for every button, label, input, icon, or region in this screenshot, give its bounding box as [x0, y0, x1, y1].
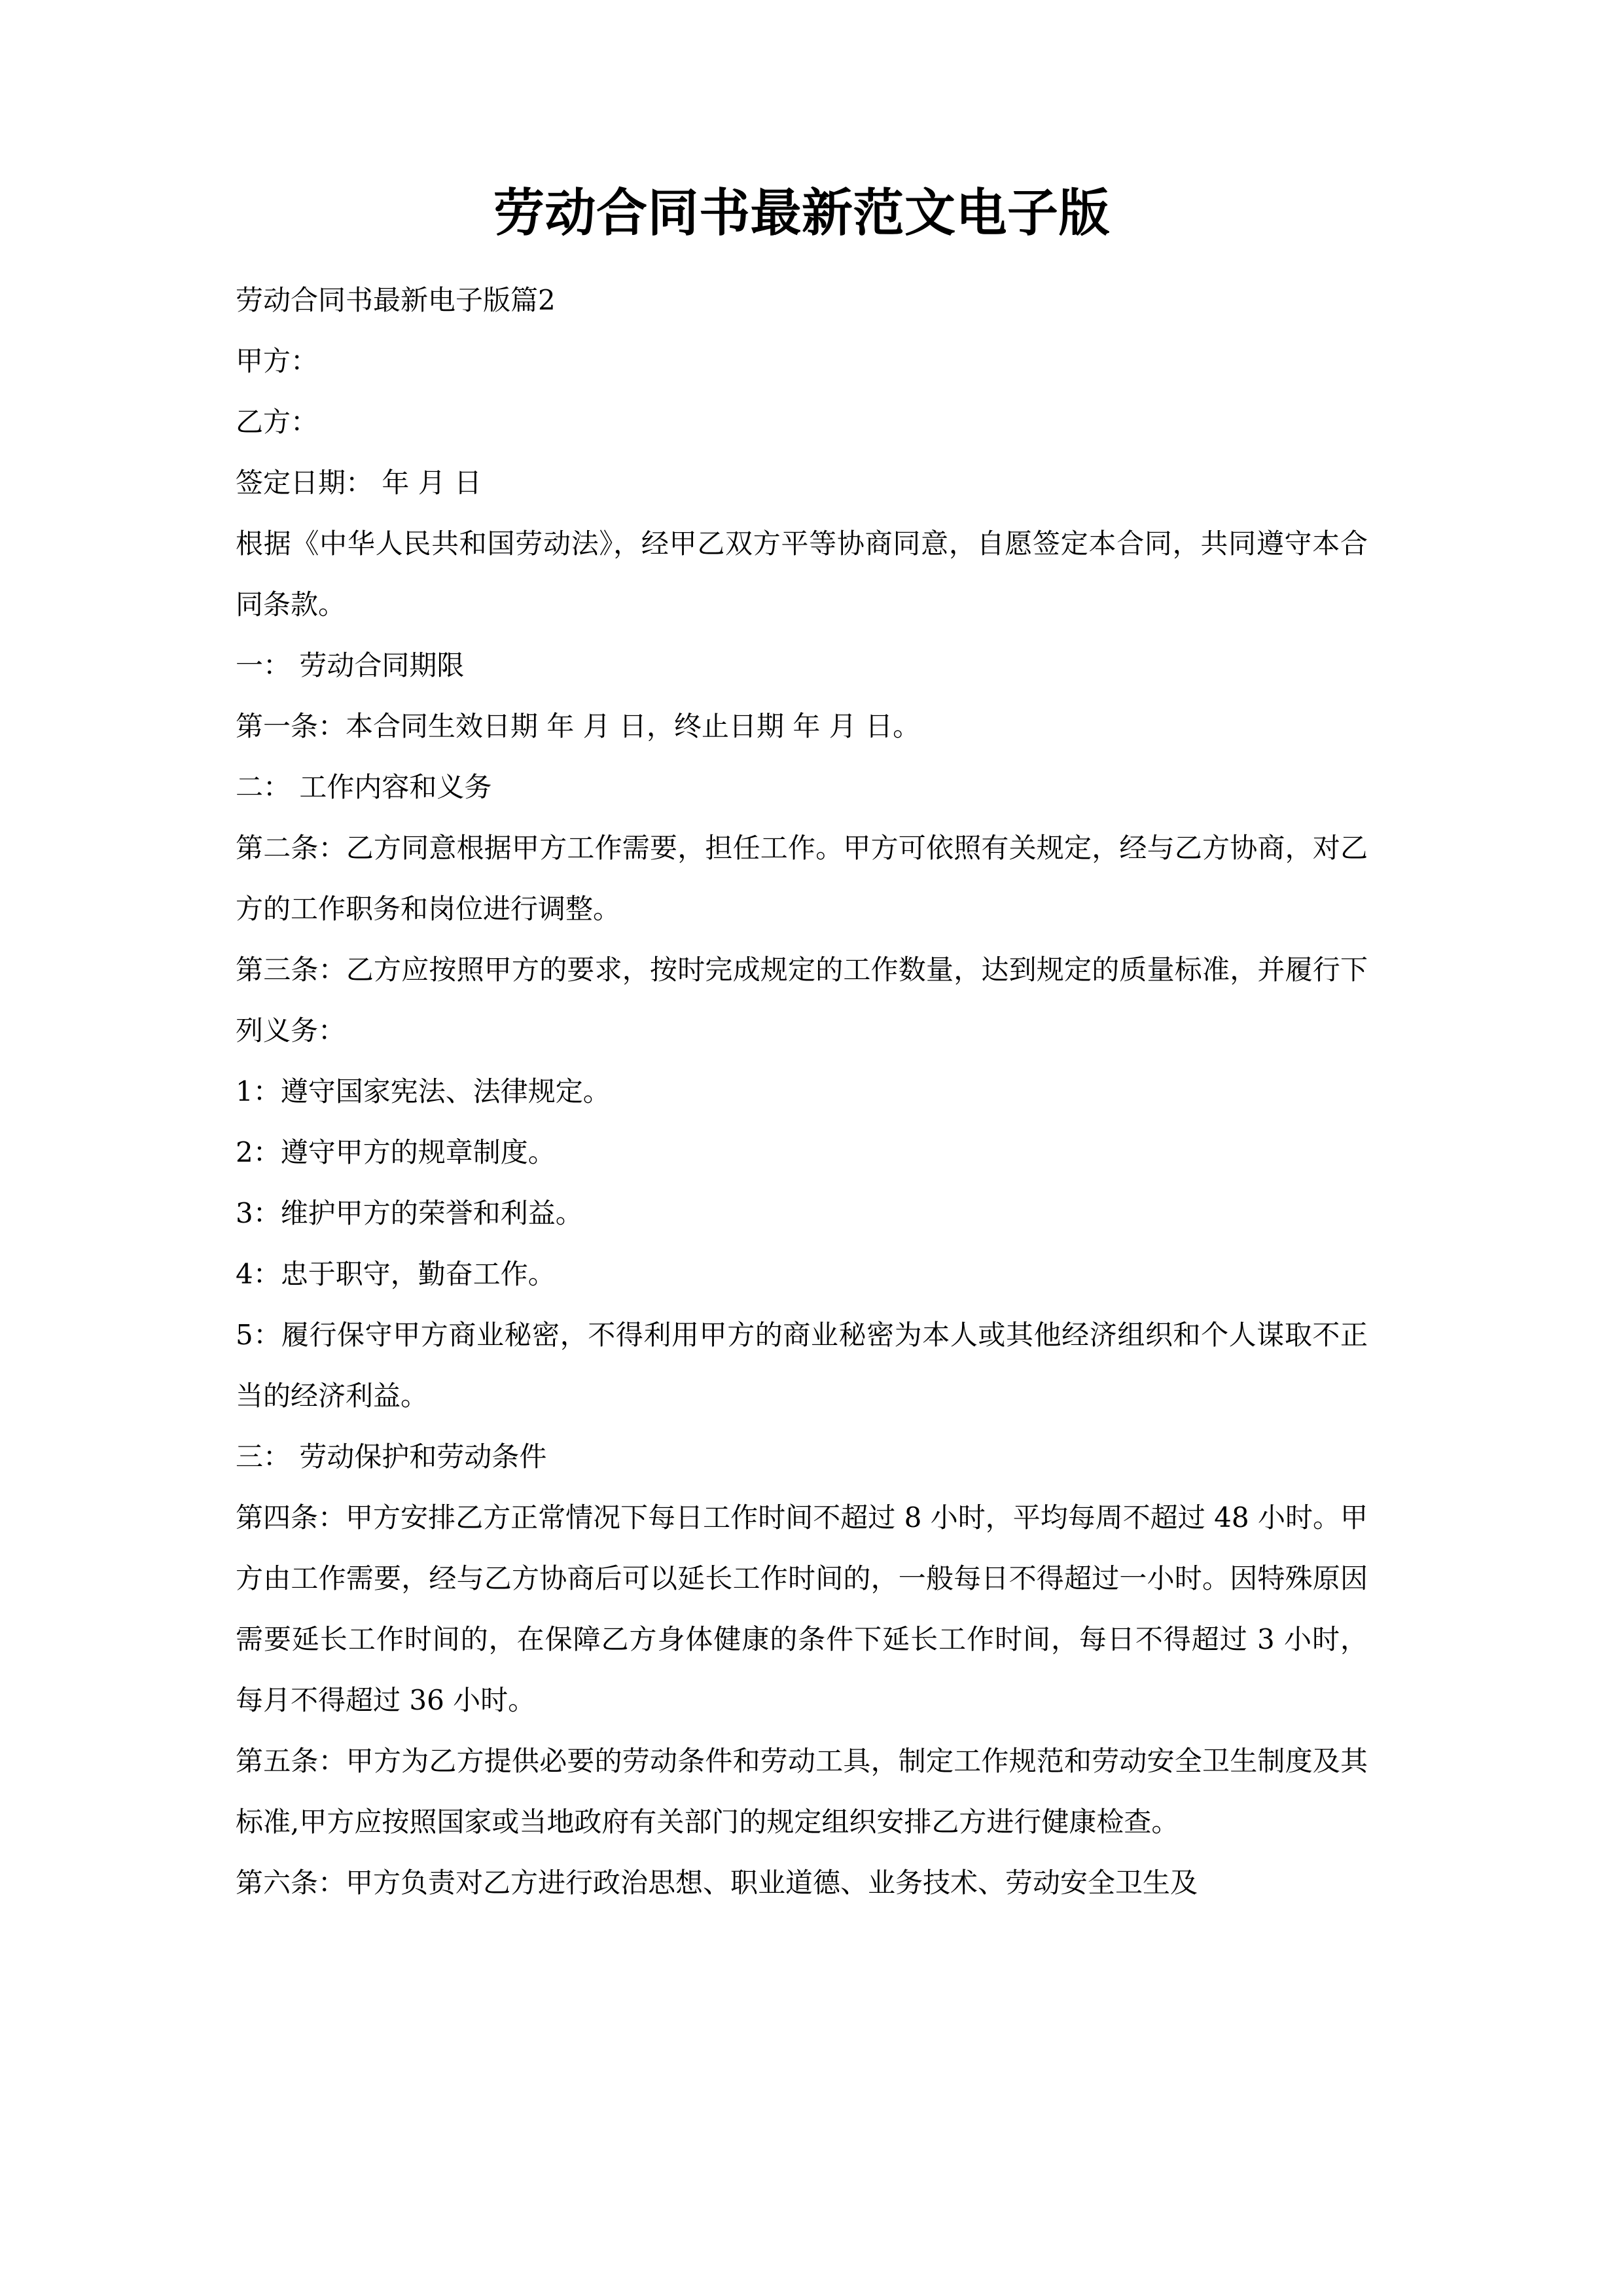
duty-item-3: 3：维护甲方的荣誉和利益。 [236, 1197, 583, 1230]
document-subtitle: 劳动合同书最新电子版篇2 [236, 284, 556, 317]
preamble-paragraph: 根据《中华人民共和国劳动法》，经甲乙双方平等协商同意，自愿签定本合同，共同遵守本合同条款。 [236, 528, 1368, 621]
duty-item-4: 4：忠于职守，勤奋工作。 [236, 1258, 556, 1291]
page-title: 劳动合同书最新范文电子版 [493, 183, 1110, 243]
article-six: 第六条：甲方负责对乙方进行政治思想、职业道德、业务技术、劳动安全卫生及 [236, 1867, 1198, 1899]
duty-item-1: 1：遵守国家宪法、法律规定。 [236, 1075, 611, 1108]
party-a-line: 甲方： [236, 345, 319, 378]
section-heading-three: 三： 劳动保护和劳动条件 [236, 1441, 547, 1473]
document-content [236, 0, 1368, 1913]
sign-date-line: 签定日期： 年 月 日 [236, 467, 482, 499]
article-two: 第二条：乙方同意根据甲方工作需要，担任工作。甲方可依照有关规定，经与乙方协商，对乙方的工作职务和岗位进行调整。 [236, 832, 1368, 925]
article-three: 第三条：乙方应按照甲方的要求，按时完成规定的工作数量，达到规定的质量标准，并履行下列义务： [236, 954, 1368, 1047]
duty-item-2: 2：遵守甲方的规章制度。 [236, 1136, 556, 1169]
article-one: 第一条：本合同生效日期 年 月 日，终止日期 年 月 日。 [236, 710, 921, 743]
article-four: 第四条：甲方安排乙方正常情况下每日工作时间不超过 8 小时，平均每周不超过 48 小时。甲方由工作需要，经与乙方协商后可以延长工作时间的，一般每日不得超过一小时。因特殊原因需要延长工作时间的，在保障乙方身体健康的条件下延长工作时间，每日不得超过 3 小时，每月不得超过 36 小时。 [236, 1501, 1368, 1717]
duty-item-5: 5：履行保守甲方商业秘密，不得利用甲方的商业秘密为本人或其他经济组织和个人谋取不正当的经济利益。 [236, 1319, 1368, 1412]
article-five: 第五条：甲方为乙方提供必要的劳动条件和劳动工具，制定工作规范和劳动安全卫生制度及其标准,甲方应按照国家或当地政府有关部门的规定组织安排乙方进行健康检查。 [236, 1745, 1368, 1839]
section-heading-two: 二： 工作内容和义务 [236, 771, 492, 804]
party-b-line: 乙方： [236, 406, 319, 439]
section-heading-one: 一： 劳动合同期限 [236, 649, 465, 682]
